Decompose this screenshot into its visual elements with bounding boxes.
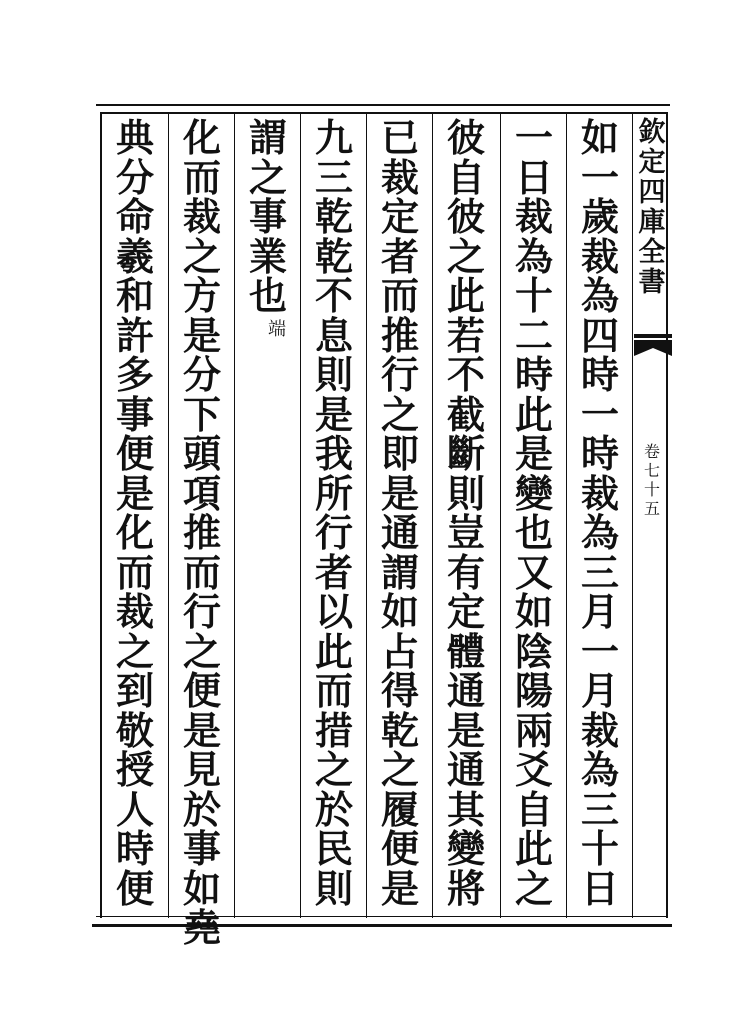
column-3-char: 不 bbox=[446, 352, 485, 397]
column-8-char: 分 bbox=[115, 154, 154, 200]
book-title-char: 欽 bbox=[638, 117, 666, 148]
column-8-char: 和 bbox=[115, 273, 154, 318]
column-5-char: 措 bbox=[314, 707, 353, 753]
column-8-char: 授 bbox=[115, 747, 154, 792]
column-3-char: 若 bbox=[446, 312, 485, 358]
column-5-char: 是 bbox=[314, 391, 353, 437]
column-8-char: 許 bbox=[115, 312, 154, 358]
column-1-char: 歲 bbox=[580, 194, 619, 239]
column-8-char: 而 bbox=[115, 549, 154, 595]
column-8-char: 便 bbox=[115, 431, 154, 476]
column-6-char: 業 bbox=[248, 233, 287, 279]
volume-label bbox=[638, 442, 666, 518]
column-2-char: 十 bbox=[514, 273, 553, 318]
column-1-char: 月 bbox=[580, 668, 619, 713]
column-3-char: 通 bbox=[446, 668, 485, 713]
column-8-char: 之 bbox=[115, 628, 154, 674]
column-8-char: 命 bbox=[115, 194, 154, 239]
column-7-char: 而 bbox=[182, 549, 221, 595]
fishtail-mark bbox=[634, 334, 672, 364]
column-1-char: 為 bbox=[580, 273, 619, 318]
column-5-char: 三 bbox=[314, 154, 353, 200]
column-1-char: 時 bbox=[580, 431, 619, 476]
column-5-char: 不 bbox=[314, 273, 353, 318]
column-2-char: 如 bbox=[514, 589, 553, 634]
column-1-char: 裁 bbox=[580, 707, 619, 753]
column-4-char: 之 bbox=[380, 747, 419, 792]
column-5-char: 行 bbox=[314, 510, 353, 555]
column-7-char: 事 bbox=[182, 826, 221, 871]
column-7-char: 之 bbox=[182, 233, 221, 279]
column-3-char: 體 bbox=[446, 628, 485, 674]
column-1-char: 日 bbox=[580, 865, 619, 911]
column-7-char: 化 bbox=[182, 115, 221, 160]
column-4-char: 便 bbox=[380, 826, 419, 871]
column-7-char: 是 bbox=[182, 707, 221, 753]
text-column-2 bbox=[501, 115, 567, 911]
column-7-char: 下 bbox=[182, 391, 221, 437]
column-2-char: 日 bbox=[514, 154, 553, 200]
column-8-char: 是 bbox=[115, 470, 154, 516]
column-1-char: 如 bbox=[580, 115, 619, 160]
column-5-char: 息 bbox=[314, 312, 353, 358]
column-4-char: 乾 bbox=[380, 707, 419, 753]
column-4-char: 而 bbox=[380, 273, 419, 318]
column-7-char: 行 bbox=[182, 589, 221, 634]
column-7-char: 裁 bbox=[182, 194, 221, 239]
volume-label-char: 七 bbox=[643, 461, 660, 480]
column-7-char: 便 bbox=[182, 668, 221, 713]
column-3-char: 自 bbox=[446, 154, 485, 200]
column-2-char: 為 bbox=[514, 233, 553, 279]
column-4-char: 通 bbox=[380, 510, 419, 555]
book-title-char: 全 bbox=[638, 237, 666, 268]
column-4-char: 即 bbox=[380, 431, 419, 476]
column-2-char: 陰 bbox=[514, 628, 553, 674]
column-3-char: 變 bbox=[446, 826, 485, 871]
column-8-char: 化 bbox=[115, 510, 154, 555]
column-7-char: 見 bbox=[182, 747, 221, 792]
column-5-char: 此 bbox=[314, 628, 353, 674]
column-8-char: 敬 bbox=[115, 707, 154, 753]
column-3-char: 之 bbox=[446, 233, 485, 279]
column-4-char: 如 bbox=[380, 589, 419, 634]
book-title-char: 書 bbox=[638, 267, 666, 298]
column-2-char: 自 bbox=[514, 786, 553, 832]
text-column-8 bbox=[102, 115, 168, 911]
column-5-char: 以 bbox=[314, 589, 353, 634]
column-7-char: 之 bbox=[182, 628, 221, 674]
interlinear-note bbox=[268, 320, 286, 340]
text-column-1 bbox=[567, 115, 633, 911]
column-5-char: 民 bbox=[314, 826, 353, 871]
column-1-char: 裁 bbox=[580, 470, 619, 516]
column-3-char: 斷 bbox=[446, 431, 485, 476]
column-3-char: 將 bbox=[446, 865, 485, 911]
column-3-char: 其 bbox=[446, 786, 485, 832]
column-2-char: 一 bbox=[514, 115, 553, 160]
column-3-char: 是 bbox=[446, 707, 485, 753]
column-2-char: 兩 bbox=[514, 707, 553, 753]
column-7-char: 於 bbox=[182, 786, 221, 832]
column-4-char: 履 bbox=[380, 786, 419, 832]
column-3-char: 有 bbox=[446, 549, 485, 595]
column-5-char: 於 bbox=[314, 786, 353, 832]
column-5-char: 則 bbox=[314, 352, 353, 397]
note-char: 端 bbox=[268, 318, 286, 340]
column-4-char: 裁 bbox=[380, 154, 419, 200]
column-5-char: 而 bbox=[314, 668, 353, 713]
column-4-char: 者 bbox=[380, 233, 419, 279]
column-5-char: 乾 bbox=[314, 194, 353, 239]
column-4-char: 謂 bbox=[380, 549, 419, 595]
column-7-char: 頭 bbox=[182, 431, 221, 476]
column-7-char: 堯 bbox=[182, 905, 221, 950]
column-3-char: 彼 bbox=[446, 194, 485, 239]
column-1-char: 一 bbox=[580, 154, 619, 200]
column-7-char: 如 bbox=[182, 865, 221, 911]
column-7-char: 而 bbox=[182, 154, 221, 200]
book-title-char: 庫 bbox=[638, 207, 666, 238]
column-7-char: 分 bbox=[182, 352, 221, 397]
column-5-char: 乾 bbox=[314, 233, 353, 279]
column-4-char: 得 bbox=[380, 668, 419, 713]
column-1-char: 為 bbox=[580, 510, 619, 555]
column-4-char: 行 bbox=[380, 352, 419, 397]
column-7-char: 項 bbox=[182, 470, 221, 516]
top-border-inner bbox=[100, 112, 666, 114]
column-4-char: 是 bbox=[380, 865, 419, 911]
column-1-char: 時 bbox=[580, 352, 619, 397]
column-2-char: 變 bbox=[514, 470, 553, 516]
column-2-char: 又 bbox=[514, 549, 553, 595]
column-2-char: 是 bbox=[514, 431, 553, 476]
column-2-char: 爻 bbox=[514, 747, 553, 792]
column-7-char: 推 bbox=[182, 510, 221, 555]
book-title-char: 四 bbox=[638, 177, 666, 208]
column-5-char: 我 bbox=[314, 431, 353, 476]
column-4-char: 定 bbox=[380, 194, 419, 239]
right-border bbox=[666, 112, 668, 918]
column-2-char: 也 bbox=[514, 510, 553, 555]
text-column-7 bbox=[169, 115, 235, 950]
column-5-char: 者 bbox=[314, 549, 353, 595]
column-6-char: 之 bbox=[248, 154, 287, 200]
column-6-char: 事 bbox=[248, 194, 287, 239]
column-2-char: 此 bbox=[514, 826, 553, 871]
text-column-6 bbox=[235, 115, 301, 340]
column-1-char: 一 bbox=[580, 628, 619, 674]
column-3-char: 彼 bbox=[446, 115, 485, 160]
text-column-4 bbox=[367, 115, 433, 911]
column-6-char: 謂 bbox=[248, 115, 287, 160]
column-3-char: 定 bbox=[446, 589, 485, 634]
column-6-char: 也 bbox=[248, 273, 287, 318]
volume-label-char: 十 bbox=[643, 480, 660, 499]
column-8-char: 時 bbox=[115, 826, 154, 871]
column-4-char: 已 bbox=[380, 115, 419, 160]
column-1-char: 裁 bbox=[580, 233, 619, 279]
column-5-char: 則 bbox=[314, 865, 353, 911]
book-title-char: 定 bbox=[638, 147, 666, 178]
column-1-char: 一 bbox=[580, 391, 619, 437]
column-7-char: 方 bbox=[182, 273, 221, 318]
column-1-char: 月 bbox=[580, 589, 619, 634]
column-1-char: 三 bbox=[580, 786, 619, 832]
column-8-char: 多 bbox=[115, 352, 154, 397]
column-2-char: 裁 bbox=[514, 194, 553, 239]
text-column-5 bbox=[301, 115, 367, 911]
column-2-char: 時 bbox=[514, 352, 553, 397]
text-column-3 bbox=[433, 115, 499, 911]
column-2-char: 之 bbox=[514, 865, 553, 911]
column-5-char: 之 bbox=[314, 747, 353, 792]
column-2-char: 陽 bbox=[514, 668, 553, 713]
volume-label-char: 卷 bbox=[643, 442, 660, 461]
column-8-char: 典 bbox=[115, 115, 154, 160]
column-4-char: 之 bbox=[380, 391, 419, 437]
column-4-char: 是 bbox=[380, 470, 419, 516]
top-border bbox=[96, 104, 670, 106]
column-8-char: 人 bbox=[115, 786, 154, 832]
column-1-char: 為 bbox=[580, 747, 619, 792]
column-4-char: 占 bbox=[380, 628, 419, 674]
column-3-char: 通 bbox=[446, 747, 485, 792]
column-3-char: 豈 bbox=[446, 510, 485, 555]
column-4-char: 推 bbox=[380, 312, 419, 358]
volume-label-char: 五 bbox=[643, 499, 660, 518]
column-8-char: 裁 bbox=[115, 589, 154, 634]
column-8-char: 羲 bbox=[115, 233, 154, 279]
column-3-char: 截 bbox=[446, 391, 485, 437]
column-3-char: 則 bbox=[446, 470, 485, 516]
column-8-char: 到 bbox=[115, 668, 154, 713]
column-2-char: 二 bbox=[514, 312, 553, 358]
column-1-char: 三 bbox=[580, 549, 619, 595]
column-1-char: 十 bbox=[580, 826, 619, 871]
column-5-char: 九 bbox=[314, 115, 353, 160]
column-2-char: 此 bbox=[514, 391, 553, 437]
column-5-char: 所 bbox=[314, 470, 353, 516]
column-8-char: 事 bbox=[115, 391, 154, 437]
column-1-char: 四 bbox=[580, 312, 619, 358]
book-title bbox=[638, 118, 666, 298]
column-8-char: 便 bbox=[115, 865, 154, 911]
column-7-char: 是 bbox=[182, 312, 221, 358]
column-3-char: 此 bbox=[446, 273, 485, 318]
